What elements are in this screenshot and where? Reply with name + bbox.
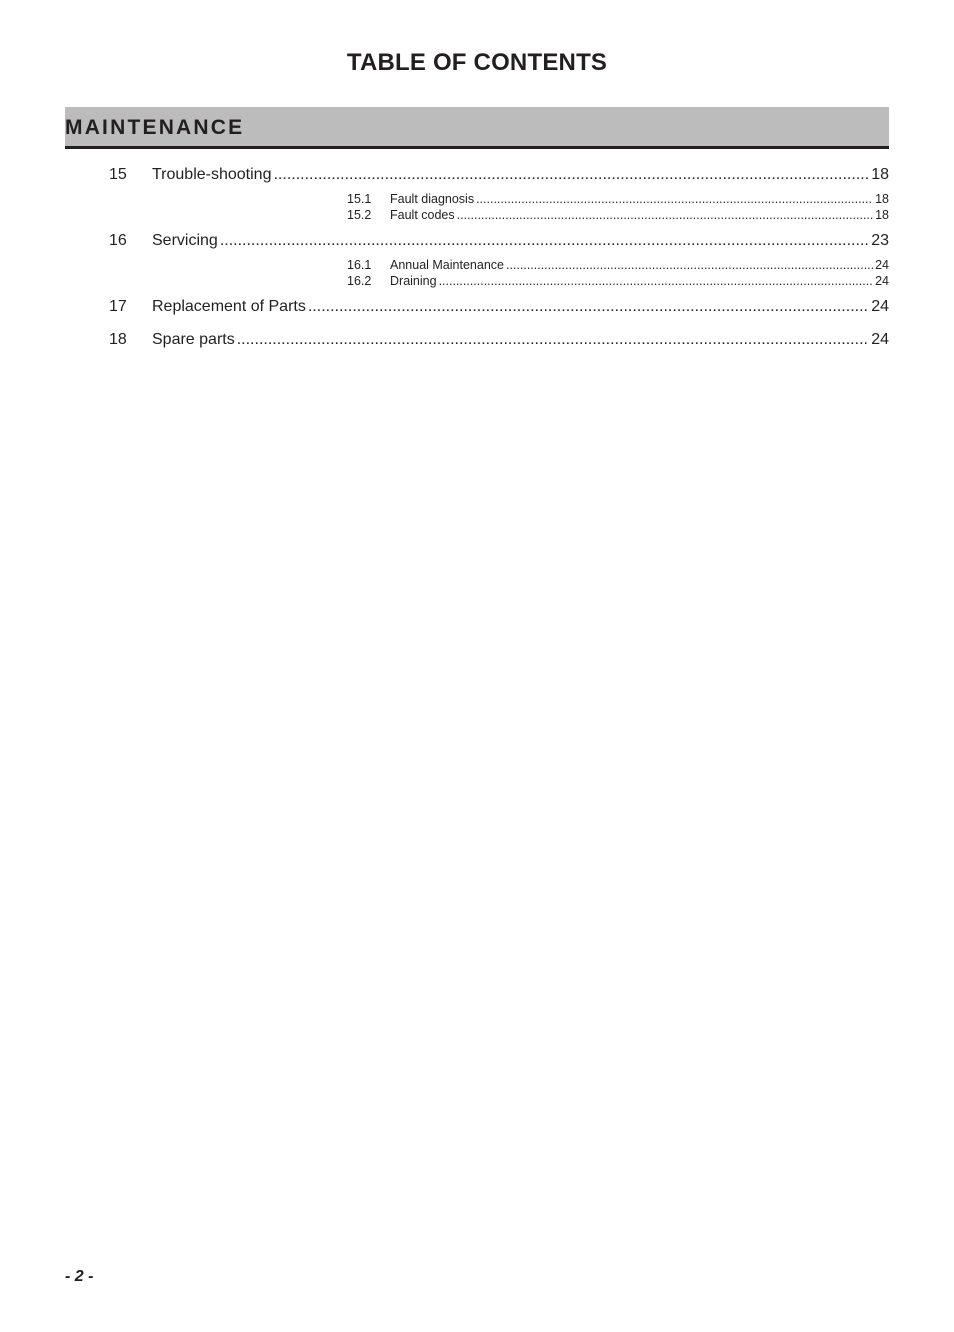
dot-leader — [220, 232, 869, 250]
toc-subentry-number: 16.2 — [347, 274, 372, 288]
toc-subentry-label: Fault codes — [390, 208, 455, 222]
toc-subentry-fault-diagnosis[interactable] — [347, 192, 889, 206]
toc-subentry-page: 24 — [875, 258, 889, 272]
toc-subentry-label: Draining — [390, 274, 437, 288]
toc-subentry-label: Fault diagnosis — [390, 192, 475, 206]
section-title: MAINTENANCE — [65, 116, 245, 139]
dot-leader — [439, 274, 874, 288]
dot-leader — [308, 298, 869, 316]
toc-entry-page: 24 — [871, 298, 889, 315]
dot-leader — [457, 208, 873, 222]
toc-entry-spare-parts[interactable] — [109, 331, 889, 349]
footer-page-number: - 2 - — [65, 1268, 94, 1285]
toc-subentry-page: 18 — [875, 208, 889, 222]
toc-entry-page: 24 — [871, 331, 889, 348]
toc-entry-trouble-shooting[interactable] — [109, 166, 889, 184]
dot-leader — [273, 166, 869, 184]
toc-entry-replacement-of-parts[interactable] — [109, 298, 889, 316]
toc-subentry-number: 15.1 — [347, 192, 372, 206]
toc-entry-label: Trouble-shooting — [152, 166, 272, 183]
toc-subentry-number: 15.2 — [347, 208, 372, 222]
dot-leader — [476, 192, 873, 206]
toc-entry-page: 23 — [871, 232, 889, 249]
toc-subentry-annual-maintenance[interactable] — [347, 258, 889, 272]
toc-subentry-label: Annual Maintenance — [390, 258, 504, 272]
toc-entry-label: Replacement of Parts — [152, 298, 306, 315]
toc-entry-label: Servicing — [152, 232, 218, 249]
toc-subentry-draining[interactable] — [347, 274, 889, 288]
toc-subentry-number: 16.1 — [347, 258, 372, 272]
toc-entry-number: 16 — [109, 232, 127, 249]
section-header-bar — [65, 107, 889, 149]
dot-leader — [237, 331, 869, 349]
toc-entry-number: 17 — [109, 298, 127, 315]
toc-subentry-page: 18 — [875, 192, 889, 206]
page-title: TABLE OF CONTENTS — [346, 49, 608, 76]
toc-entry-number: 15 — [109, 166, 127, 183]
toc-entry-label: Spare parts — [152, 331, 235, 348]
toc-entry-number: 18 — [109, 331, 127, 348]
toc-subentry-fault-codes[interactable] — [347, 208, 889, 222]
dot-leader — [506, 258, 873, 272]
toc-subentry-page: 24 — [875, 274, 889, 288]
toc-entry-page: 18 — [871, 166, 889, 183]
toc-entry-servicing[interactable] — [109, 232, 889, 250]
